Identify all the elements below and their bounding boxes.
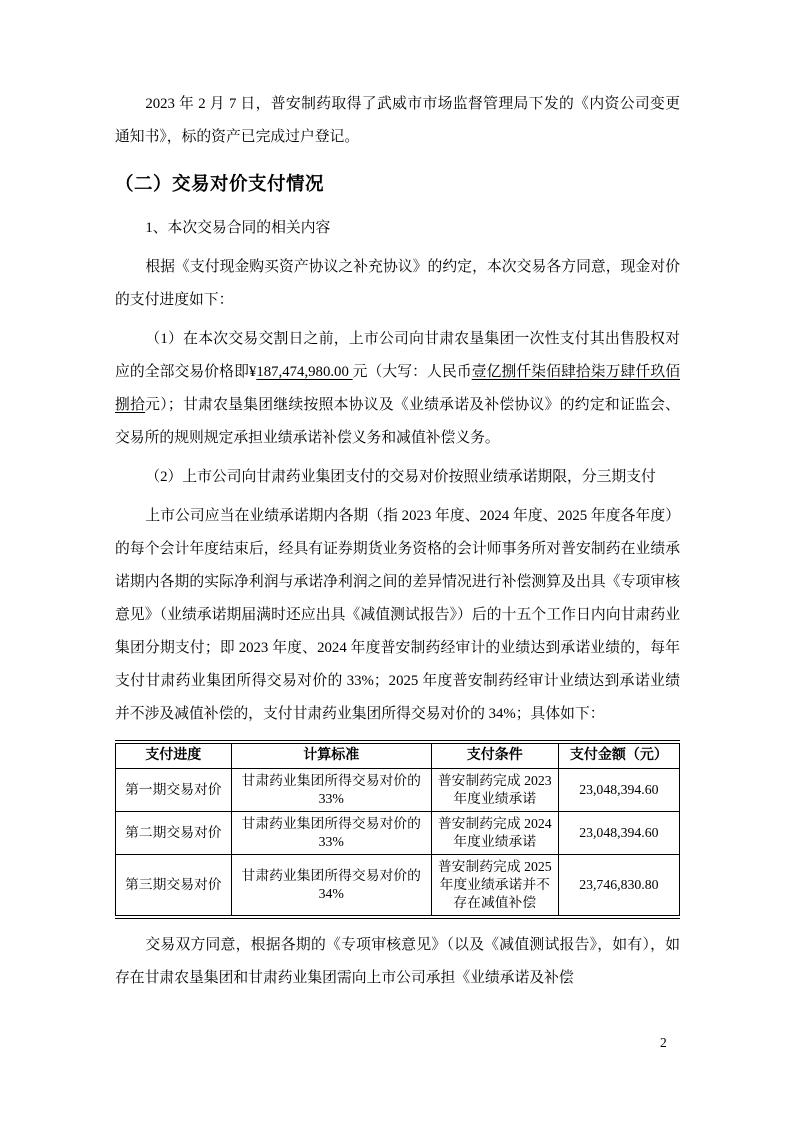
header-amount: 支付金额（元） <box>558 742 679 769</box>
cell-stage: 第三期交易对价 <box>116 855 232 918</box>
cell-standard: 甘肃药业集团所得交易对价的33% <box>231 769 431 812</box>
header-stage: 支付进度 <box>116 742 232 769</box>
cell-standard: 甘肃药业集团所得交易对价的34% <box>231 855 431 918</box>
payment-item-1-mid: 元（大写：人民币 <box>352 364 472 380</box>
agreement-paragraph: 根据《支付现金购买资产协议之补充协议》的约定，本次交易各方同意，现金对价的支付进度如下： <box>115 259 680 308</box>
payment-amount-words: 壹亿捌仟柒佰肆拾柒万肆仟玖佰捌拾 <box>115 364 680 413</box>
table-row <box>116 812 680 855</box>
cell-amount: 23,048,394.60 <box>558 812 679 855</box>
header-condition: 支付条件 <box>431 742 558 769</box>
cell-amount: 23,746,830.80 <box>558 855 679 918</box>
cell-condition: 普安制药完成 2025 年度业绩承诺并不存在减值补偿 <box>431 855 558 918</box>
payment-amount-numeric: 187,474,980.00 <box>256 364 353 380</box>
page-number: 2 <box>660 1035 667 1050</box>
cell-stage: 第一期交易对价 <box>116 769 232 812</box>
table-row <box>116 855 680 918</box>
payment-item-1-lead: （1）在本次交易交割日之前，上市公司向甘肃农垦集团一次性支付其出售股权对应的全部交易价格即¥ <box>115 331 680 380</box>
payment-item-2-paragraph: （2）上市公司向甘肃药业集团支付的交易对价按照业绩承诺期限，分三期支付 <box>145 469 656 485</box>
payment-schedule-table <box>115 740 680 919</box>
header-standard: 计算标准 <box>231 742 431 769</box>
cell-condition: 普安制药完成 2024 年度业绩承诺 <box>431 812 558 855</box>
closing-paragraph: 交易双方同意，根据各期的《专项审核意见》（以及《减值测试报告》，如有），如存在甘肃农垦集团和甘肃药业集团需向上市公司承担《业绩承诺及补偿 <box>115 937 680 986</box>
payment-item-1-tail: 元）；甘肃农垦集团继续按照本协议及《业绩承诺及补偿协议》的约定和证监会、交易所的规则规定承担业绩承诺补偿义务和减值补偿义务。 <box>115 397 680 446</box>
cell-amount: 23,048,394.60 <box>558 769 679 812</box>
cell-condition: 普安制药完成 2023 年度业绩承诺 <box>431 769 558 812</box>
clause-title: 1、本次交易合同的相关内容 <box>145 220 331 236</box>
intro-paragraph: 2023 年 2 月 7 日，普安制药取得了武威市市场监督管理局下发的《内资公司变更通知书》，标的资产已完成过户登记。 <box>115 96 680 145</box>
cell-stage: 第二期交易对价 <box>116 812 232 855</box>
cell-standard: 甘肃药业集团所得交易对价的33% <box>231 812 431 855</box>
section-heading: （二）交易对价支付情况 <box>115 173 325 194</box>
payment-schedule-paragraph: 上市公司应当在业绩承诺期内各期（指 2023 年度、2024 年度、2025 年度各年度）的每个会计年度结束后，经具有证券期货业务资格的会计师事务所对普安制药在业绩承诺期内各期的实际净利润与承诺净利润之间的差异情况进行补偿测算及出具《专项审核意见》（业绩承诺期届满时还应出具《减值测试报告》）后的十五个工作日内向甘肃药业集团分期支付；即 2023 年度、2024 年度普安制药经审计的业绩达到承诺业绩的，每年支付甘肃药业集团所得交易对价的 33%；2025 年度普安制药经审计业绩达到承诺业绩并不涉及减值补偿的，支付甘肃药业集团所得交易对价的 34%；具体如下： <box>115 508 680 722</box>
table-row <box>116 769 680 812</box>
payment-item-1-paragraph <box>115 323 680 455</box>
table-header-row <box>116 742 680 769</box>
